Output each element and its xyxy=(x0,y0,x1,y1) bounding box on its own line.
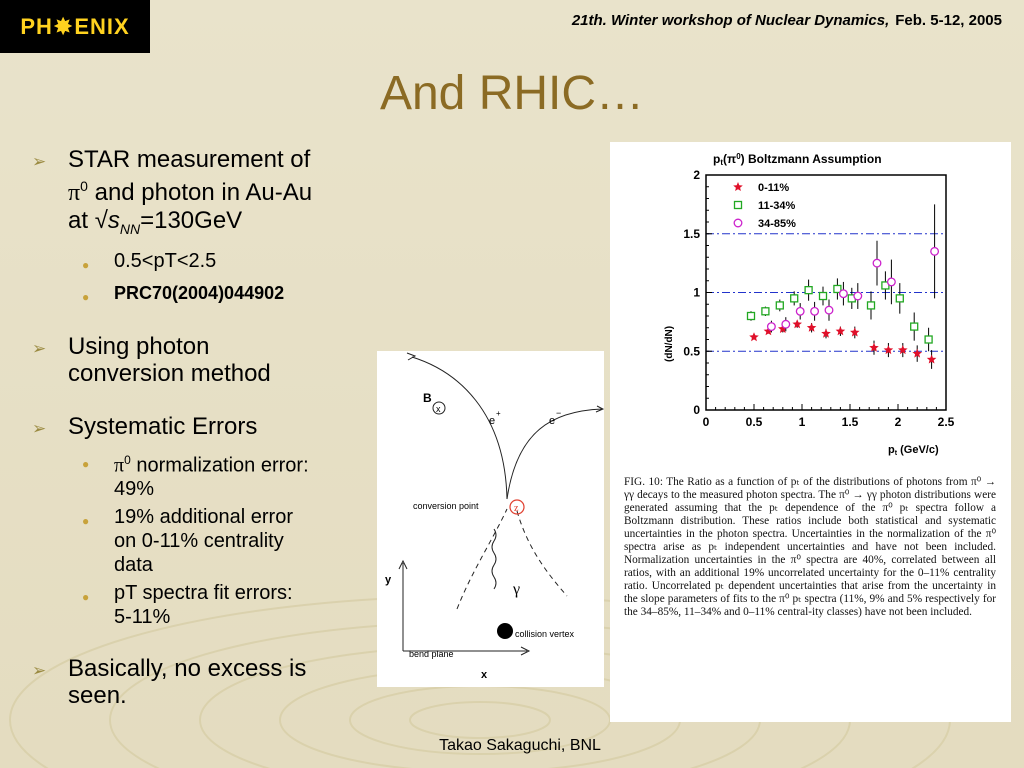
phenix-logo xyxy=(0,0,150,53)
gamma-label: γ xyxy=(513,581,521,598)
bullet-text: seen. xyxy=(68,682,127,710)
legend-marker-circle xyxy=(734,219,742,227)
superscript: 0 xyxy=(124,452,131,467)
track-arrow-left xyxy=(407,353,415,360)
data-point-circle xyxy=(888,278,896,286)
chart-xlabel: pt (GeV/c) xyxy=(888,444,939,457)
data-point-square xyxy=(820,293,827,300)
data-point-circle xyxy=(825,306,833,314)
e-plus-label: e xyxy=(489,415,496,427)
x-tick-label: 2.5 xyxy=(937,415,955,429)
data-point-circle xyxy=(768,323,776,331)
bend-plane-label: bend plane xyxy=(409,649,454,659)
y-tick-label: 0.5 xyxy=(683,344,700,359)
sub-bullet xyxy=(82,249,372,277)
arrow-bullet-icon: ➢ xyxy=(32,338,47,358)
sub-bullet xyxy=(82,448,372,502)
nn-subscript: NN xyxy=(119,220,141,237)
dot-bullet-icon: ● xyxy=(82,514,90,529)
dot-bullet-icon: ● xyxy=(82,289,90,304)
e-minus-label: e xyxy=(549,415,556,427)
data-point-square xyxy=(911,323,918,330)
dot-bullet-icon: ● xyxy=(82,590,90,605)
photon-wavy-line xyxy=(492,529,496,589)
sub-bullet-text: 19% additional error xyxy=(114,506,293,529)
y-tick-label: 1 xyxy=(693,285,700,300)
bullet-text: Systematic Errors xyxy=(68,412,258,440)
arrow-bullet-icon: ➢ xyxy=(32,661,47,681)
bullet-conversion-method xyxy=(32,333,372,387)
data-point-circle xyxy=(854,292,862,300)
sub-bullet xyxy=(82,581,372,629)
sub-bullet-text: pT spectra fit errors: xyxy=(114,582,293,605)
x-axis-label: x xyxy=(481,669,488,681)
y-tick-label: 1.5 xyxy=(683,226,700,241)
y-tick-label: 2 xyxy=(693,168,700,182)
bullet-text: and photon in Au-Au xyxy=(87,179,313,206)
minus-sign: − xyxy=(556,408,562,418)
data-point-circle xyxy=(873,259,881,267)
x-tick-label: 1 xyxy=(798,415,806,429)
collision-vertex-label: collision vertex xyxy=(515,629,575,639)
data-point-circle xyxy=(840,290,848,298)
data-point-square xyxy=(805,287,812,294)
data-point-square xyxy=(791,295,798,302)
x-tick-label: 2 xyxy=(894,415,902,429)
legend-label: 11-34% xyxy=(758,200,796,212)
figure-caption: FIG. 10: The Ratio as a function of pₜ of the distributions of photons from π⁰ → γγ decays to the measured photon spectra. The π⁰ → γγ photon distributions were generated assuming that the pₜ dependence of the π⁰ pₜ spectra follow a Boltzmann distribution. These ratios include both statistical and systematic uncertainties in the photon spectra. Uncertainties in the normalization of the π⁰ spectra arise as pₜ independent uncertainties and have not been included. Normalization uncertainties in the π⁰ spectra are 40%, correlated between all ratios, with an additional 19% uncorrelated uncertainty for the 0–11% centrality ratio. Uncorrelated pₜ dependent uncertainties that arise from the uncertainty in the slope parameters of fits to the π⁰ pₜ spectra (11%, 9% and 5% respectively for the 34–85%, 11–34% and 0–11% central-ity classes) have not been included. xyxy=(624,476,996,618)
sub-bullet-text: 0.5<pT<2.5 xyxy=(114,249,217,272)
bullet-text: conversion method xyxy=(68,359,271,387)
data-point-square xyxy=(762,308,769,315)
legend-marker-square xyxy=(735,202,742,209)
s-symbol: s xyxy=(107,207,120,234)
data-point-square xyxy=(896,295,903,302)
bullet-text: STAR measurement of xyxy=(68,146,311,173)
slide-title: And RHIC… xyxy=(379,67,645,120)
workshop-name: 21th. Winter workshop of Nuclear Dynamics, xyxy=(571,12,890,29)
dashed-track-right xyxy=(517,511,567,596)
ratio-figure xyxy=(610,142,1011,722)
workshop-date: Feb. 5-12, 2005 xyxy=(895,12,1002,29)
sub-bullet xyxy=(82,505,372,577)
dot-bullet-icon: ● xyxy=(82,257,90,272)
arrow-bullet-icon: ➢ xyxy=(32,152,47,171)
gamma-dashed-track xyxy=(457,509,507,609)
data-point-circle xyxy=(796,308,804,316)
bullet-star-measurement xyxy=(32,146,372,243)
sub-bullet xyxy=(82,281,372,309)
logo-text-left: PH xyxy=(20,13,53,39)
collision-vertex-dot xyxy=(497,623,513,639)
b-field-x: x xyxy=(436,404,441,414)
data-point-square xyxy=(868,302,875,309)
pi-symbol: π xyxy=(114,454,125,477)
x-tick-label: 0 xyxy=(702,415,710,429)
pi-symbol: π xyxy=(68,180,81,206)
sub-bullet-text: 5-11% xyxy=(114,606,171,629)
arrow-bullet-icon: ➢ xyxy=(32,418,47,438)
sub-bullet-text: 49% xyxy=(114,478,155,501)
data-point-square xyxy=(925,336,932,343)
energy-text: =130GeV xyxy=(140,207,243,234)
workshop-header xyxy=(572,12,1002,29)
data-point-circle xyxy=(931,248,939,256)
legend-label: 34-85% xyxy=(758,218,796,230)
data-point-circle xyxy=(782,320,790,328)
logo-star-icon: ✸ xyxy=(53,13,74,39)
data-point-circle xyxy=(811,308,819,316)
b-field-label: B xyxy=(423,391,432,405)
sub-bullet-text: data xyxy=(114,554,153,577)
bullet-list xyxy=(32,146,372,715)
y-axis-label: y xyxy=(385,574,392,586)
sub-bullet-text: normalization error: xyxy=(130,454,309,477)
data-point-square xyxy=(748,313,755,320)
logo-text-right: ENIX xyxy=(74,13,130,39)
bullet-conclusion xyxy=(32,655,372,709)
conversion-diagram xyxy=(377,351,604,687)
data-point-star xyxy=(749,332,759,341)
y-tick-label: 0 xyxy=(693,403,700,417)
ratio-chart xyxy=(610,142,1011,462)
x-tick-label: 0.5 xyxy=(745,415,763,429)
bullet-text: at xyxy=(68,207,95,234)
chart-ylabel: (dN/dN) xyxy=(664,325,675,362)
footer-author: Takao Sakaguchi, BNL xyxy=(439,737,601,754)
electron-track-left xyxy=(412,357,507,499)
z-label: z xyxy=(514,503,519,514)
legend-marker-star xyxy=(733,182,743,191)
conversion-diagram-svg xyxy=(377,351,604,687)
sub-bullet-text: on 0-11% centrality xyxy=(114,530,284,553)
superscript: 0 xyxy=(80,178,88,194)
bullet-text: Basically, no excess is xyxy=(68,655,307,683)
x-tick-label: 1.5 xyxy=(841,415,859,429)
dot-bullet-icon: ● xyxy=(82,456,90,471)
bullet-text: Using photon xyxy=(68,332,210,360)
plus-sign: + xyxy=(496,409,501,418)
conversion-point-label: conversion point xyxy=(413,501,479,511)
chart-title: $pt(\pi^0)$ Boltzmann Assumption xyxy=(713,152,882,167)
bullet-systematic-errors xyxy=(32,413,372,442)
sqrt-symbol: √ xyxy=(94,207,108,234)
legend-label: 0-11% xyxy=(758,182,790,194)
data-point-square xyxy=(776,302,783,309)
reference-text: PRC70(2004)044902 xyxy=(114,282,285,303)
